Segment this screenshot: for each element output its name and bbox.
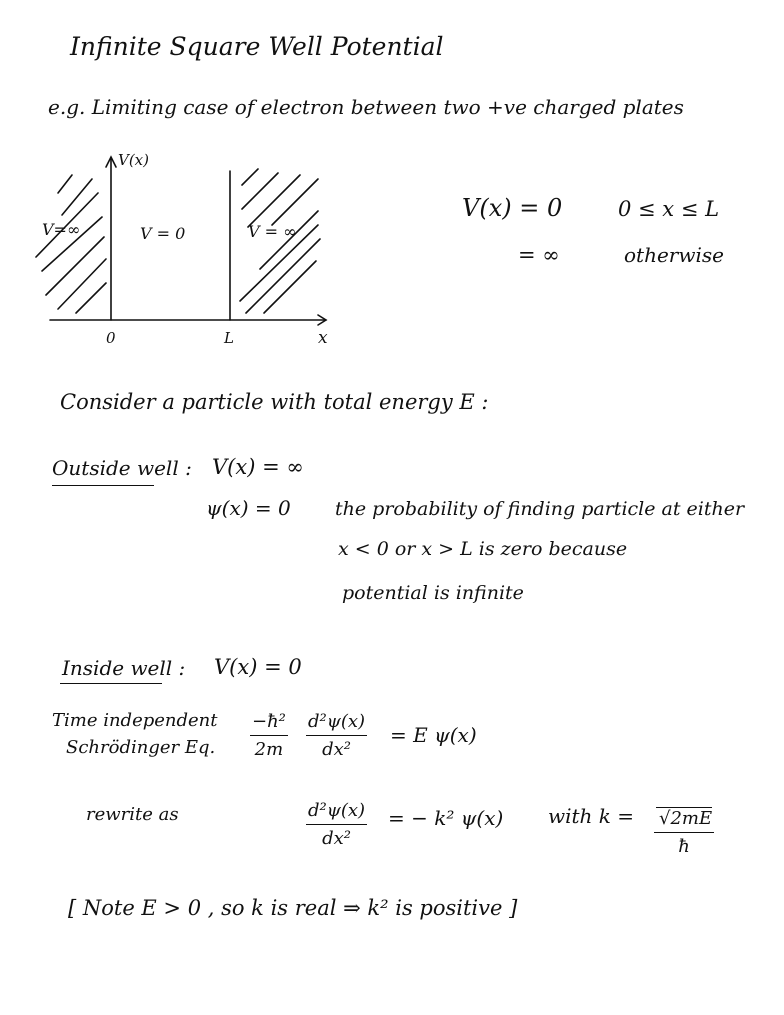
rewrite-fraction-denominator: dx² — [322, 828, 351, 849]
k-definition-numerator — [654, 808, 714, 833]
note-line: [ Note E > 0 , so k is real ⇒ k² is positive ] — [68, 896, 518, 920]
potential-def-line2: = ∞ — [518, 243, 560, 267]
tise-fraction-derivative — [306, 711, 367, 760]
page-title: Infinite Square Well Potential — [70, 32, 444, 61]
consider-line: Consider a particle with total energy E : — [60, 390, 489, 414]
tise-fraction-derivative-denominator: dx² — [322, 739, 351, 760]
tise-rhs: = E ψ(x) — [390, 723, 477, 747]
tise-label-line1: Time independent — [52, 710, 218, 731]
outside-wavefunction: ψ(x) = 0 — [206, 496, 291, 520]
tise-label-line2: Schrödinger Eq. — [66, 737, 216, 758]
right-region-label: V = ∞ — [248, 222, 297, 241]
k-definition-fraction — [654, 808, 714, 857]
outside-well-underline — [52, 485, 154, 486]
outside-explanation-line3: potential is infinite — [342, 582, 524, 604]
middle-region-label: V = 0 — [140, 224, 186, 243]
outside-potential: V(x) = ∞ — [212, 455, 304, 479]
rewrite-fraction — [306, 800, 367, 849]
potential-def-line1-condition: 0 ≤ x ≤ L — [618, 197, 720, 221]
potential-def-line1: V(x) = 0 — [462, 194, 563, 222]
tise-fraction-hbar-denominator: 2m — [254, 739, 284, 760]
l-tick-label: L — [224, 329, 234, 347]
potential-well-diagram — [28, 145, 348, 360]
k-definition-denominator: ħ — [678, 836, 690, 857]
outside-well-heading: Outside well : — [52, 456, 192, 480]
rewrite-label: rewrite as — [86, 804, 179, 825]
inside-well-underline — [60, 683, 162, 684]
tise-fraction-derivative-numerator: d²ψ(x) — [306, 711, 367, 736]
left-region-label: V=∞ — [42, 220, 81, 239]
tise-fraction-hbar-numerator: −ħ² — [250, 711, 288, 736]
potential-def-line2-condition: otherwise — [624, 243, 724, 267]
example-line: e.g. Limiting case of electron between two +ve charged plates — [48, 95, 684, 119]
rewrite-fraction-numerator: d²ψ(x) — [306, 800, 367, 825]
inside-well-heading: Inside well : — [62, 656, 186, 680]
rewrite-rhs: = − k² ψ(x) — [388, 806, 504, 830]
y-axis-label: V(x) — [118, 151, 149, 169]
inside-potential: V(x) = 0 — [214, 655, 302, 679]
k-definition-label: with k = — [548, 804, 635, 828]
outside-explanation-line1: the probability of finding particle at either — [335, 498, 745, 520]
left-hatching — [36, 175, 106, 313]
k-sqrt-expression: √2mE — [656, 807, 712, 829]
tise-fraction-hbar — [250, 711, 288, 760]
origin-tick-label: 0 — [106, 329, 116, 347]
right-hatching — [240, 169, 320, 313]
outside-explanation-line2: x < 0 or x > L is zero because — [338, 538, 628, 560]
x-axis-label: x — [318, 328, 328, 348]
